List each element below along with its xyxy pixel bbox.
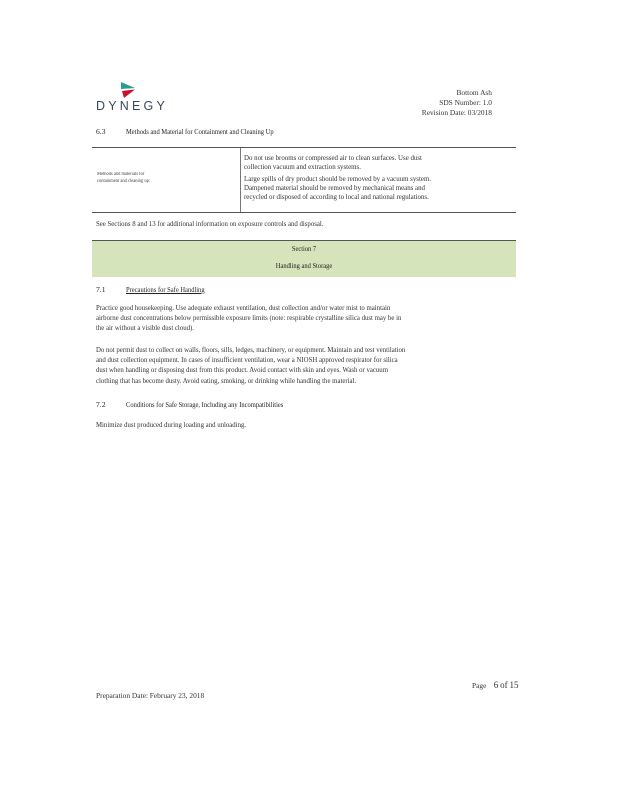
- section-7-1-paragraph-2: [96, 346, 516, 387]
- table-content-cell: [244, 154, 512, 202]
- page-number: [472, 680, 518, 690]
- page-total: 15: [509, 680, 519, 690]
- section-7-1-paragraph-1: [96, 304, 516, 335]
- table-label-line: Methods and materials for: [97, 172, 145, 177]
- table-top-rule: [92, 147, 516, 148]
- section-7-2-title: Conditions for Safe Storage, Including any Incompatibilities: [126, 400, 284, 409]
- paragraph-line: clothing that has become dusty. Avoid eating, smoking, or drinking while handling the material.: [96, 377, 357, 385]
- section-7-banner: [92, 240, 516, 277]
- preparation-date: Preparation Date: February 23, 2018: [96, 691, 205, 700]
- paragraph-line: the air without a visible dust cloud).: [96, 325, 194, 333]
- product-name: Bottom Ash: [456, 88, 492, 97]
- revision-date: Revision Date: 03/2018: [421, 108, 492, 117]
- section-7-heading: Section 7: [291, 245, 317, 253]
- page-label: Page: [472, 681, 487, 690]
- page-current: 6: [493, 680, 499, 690]
- document-header: [422, 88, 492, 118]
- dynegy-logo-text: DYNEGY: [96, 99, 168, 113]
- table-bottom-rule: [92, 212, 516, 213]
- section-6-3-number: 6.3: [96, 127, 106, 136]
- section-6-3-title: Methods and Material for Containment and Cleaning Up: [126, 127, 274, 136]
- section-7-1-number: 7.1: [96, 285, 106, 294]
- section-6-3-note: See Sections 8 and 13 for additional information on exposure controls and disposal.: [96, 221, 324, 228]
- page-of: of: [500, 680, 508, 690]
- table-label-line: containment and cleaning up:: [97, 179, 151, 184]
- section-7-2-number: 7.2: [96, 400, 106, 409]
- paragraph-line: dust when handling or disposing dust from this product. Avoid contact with skin and eyes. Wash or vacuum: [96, 367, 388, 375]
- section-7-2-paragraph: Minimize dust produced during loading and unloading.: [96, 422, 247, 429]
- table-text-line: recycled or disposed of according to local and national regulations.: [244, 194, 429, 201]
- table-divider: [240, 148, 241, 212]
- paragraph-line: airborne dust concentrations below permissible exposure limits (note: respirable crystalline silica dust may be in: [96, 315, 402, 323]
- section-7-subheading: Handling and Storage: [275, 262, 333, 270]
- paragraph-line: Do not permit dust to collect on walls, floors, sills, ledges, machinery, or equipment. Maintain and test ventilation: [96, 347, 406, 354]
- table-text-line: collection vacuum and extraction systems.: [244, 164, 361, 171]
- sds-number: SDS Number: 1.0: [439, 98, 492, 107]
- dynegy-logo-icon: [118, 80, 138, 100]
- table-label-cell: [97, 171, 223, 185]
- table-text-line: Do not use brooms or compressed air to clean surfaces. Use dust: [244, 155, 422, 162]
- paragraph-line: Practice good housekeeping. Use adequate exhaust ventilation, dust collection and/or water mist to maintain: [96, 305, 391, 312]
- table-text-line: Dampened material should be removed by mechanical means and: [244, 185, 426, 192]
- table-text-line: Large spills of dry product should be removed by a vacuum system.: [244, 176, 432, 183]
- section-7-1-title: Precautions for Safe Handling: [126, 285, 205, 294]
- paragraph-line: and dust collection equipment. In cases of insufficient ventilation, wear a NIOSH approved respirator for silica: [96, 357, 398, 365]
